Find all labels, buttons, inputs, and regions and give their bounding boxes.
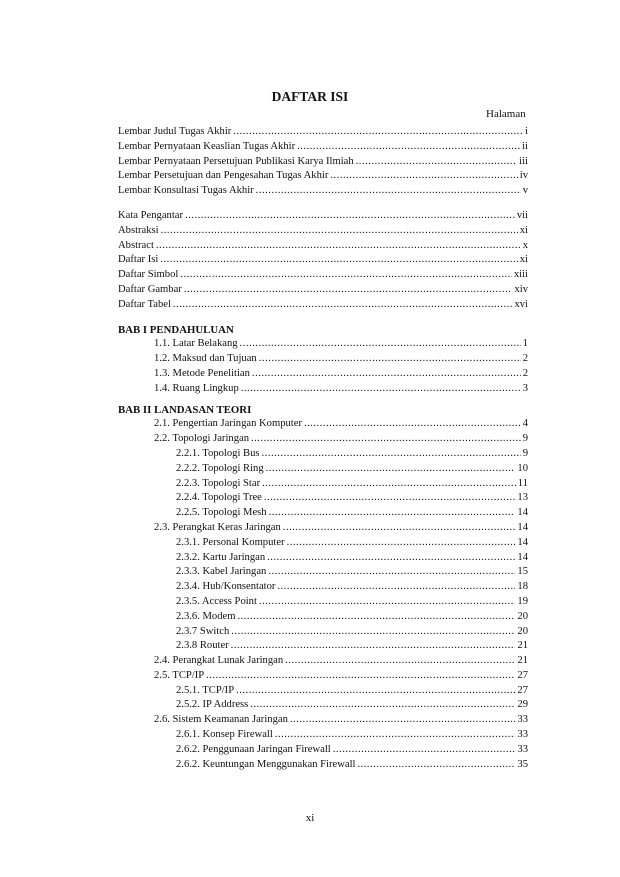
toc-entry-title: 2.4. Perangkat Lunak Jaringan <box>154 655 284 667</box>
toc-entry-page: 33 <box>517 743 528 755</box>
dot-leader <box>268 565 515 580</box>
toc-entry-page: 14 <box>517 551 528 563</box>
dot-leader <box>180 268 512 283</box>
toc-entry <box>0 169 620 184</box>
dot-leader <box>185 209 515 224</box>
toc-entry-title: Lembar Persetujuan dan Pengesahan Tugas Akhir <box>118 170 329 182</box>
dot-leader <box>287 536 516 551</box>
toc-entry-title: 2.5.1. TCP/IP <box>176 684 235 696</box>
toc-entry-title: 2.2.2. Topologi Ring <box>176 462 264 474</box>
toc-entry <box>0 639 620 654</box>
toc-entry-page: 14 <box>517 521 528 533</box>
toc-entry-page: 18 <box>517 581 528 593</box>
toc-entry-title: Lembar Pernyataan Keaslian Tugas Akhir <box>118 140 296 152</box>
dot-leader <box>333 743 516 758</box>
dot-leader <box>262 477 516 492</box>
toc-entry <box>0 551 620 566</box>
dot-leader <box>240 337 521 352</box>
dot-leader <box>330 169 517 184</box>
toc-entry <box>0 462 620 477</box>
bab1-items <box>0 337 620 396</box>
dot-leader <box>259 595 515 610</box>
toc-entry-page: 3 <box>522 382 528 394</box>
toc-entry <box>0 447 620 462</box>
dot-leader <box>275 728 516 743</box>
bab2-heading: BAB II LANDASAN TEORI <box>118 403 252 416</box>
toc-entry-title: 2.3.8 Router <box>176 640 229 652</box>
toc-entry-title: 2.1. Pengertian Jaringan Komputer <box>154 418 302 430</box>
dot-leader <box>259 352 521 367</box>
toc-entry <box>0 367 620 382</box>
dot-leader <box>285 654 515 669</box>
dot-leader <box>231 639 516 654</box>
toc-entry-page: 9 <box>522 433 528 445</box>
dot-leader <box>161 224 518 239</box>
front-matter-group-a <box>0 125 620 199</box>
toc-entry-title: 2.6.2. Keuntungan Menggunakan Firewall <box>176 758 356 770</box>
toc-entry-page: i <box>525 126 528 137</box>
toc-entry-title: 1.1. Latar Belakang <box>154 338 238 350</box>
toc-entry <box>0 491 620 506</box>
toc-entry-title: 2.2. Topologi Jaringan <box>154 433 249 445</box>
front-matter-group-b <box>0 209 620 313</box>
toc-entry-page: v <box>522 185 528 197</box>
dot-leader <box>250 698 515 713</box>
dot-leader <box>357 758 515 773</box>
toc-entry <box>0 337 620 352</box>
toc-entry-page: xi <box>519 224 528 236</box>
toc-entry <box>0 625 620 640</box>
toc-entry-page: 33 <box>517 729 528 741</box>
toc-entry <box>0 224 620 239</box>
toc-entry-title: 2.3.5. Access Point <box>176 595 257 607</box>
toc-entry <box>0 382 620 397</box>
toc-entry-page: 13 <box>517 492 528 504</box>
toc-entry-title: 2.3. Perangkat Keras Jaringan <box>154 521 281 533</box>
dot-leader <box>290 713 516 728</box>
page-title: DAFTAR ISI <box>271 89 349 104</box>
toc-entry-page: iii <box>519 155 528 167</box>
toc-entry <box>0 728 620 743</box>
toc-entry <box>0 758 620 773</box>
dot-leader <box>156 239 521 254</box>
toc-entry-page: 15 <box>517 566 528 578</box>
toc-entry-page: 14 <box>517 536 528 548</box>
dot-leader <box>277 580 515 595</box>
toc-entry-page: 21 <box>517 640 528 652</box>
toc-entry-title: 1.2. Maksud dan Tujuan <box>154 353 257 365</box>
toc-entry-title: Lembar Judul Tugas Akhir <box>118 126 232 137</box>
toc-entry-page: 1 <box>522 338 528 350</box>
toc-entry-title: 2.3.7 Switch <box>176 625 230 637</box>
toc-entry <box>0 536 620 551</box>
dot-leader <box>206 669 515 684</box>
toc-entry <box>0 268 620 283</box>
toc-entry-page: 29 <box>517 699 528 711</box>
toc-entry-page: vii <box>516 209 528 221</box>
toc-entry-title: 2.6.2. Penggunaan Jaringan Firewall <box>176 743 331 755</box>
dot-leader <box>160 253 517 268</box>
toc-entry <box>0 155 620 170</box>
toc-entry-title: 2.5. TCP/IP <box>154 669 205 681</box>
bab2-items <box>0 417 620 772</box>
toc-entry-title: 2.6.1. Konsep Firewall <box>176 729 273 741</box>
toc-entry <box>0 580 620 595</box>
toc-entry-title: 2.5.2. IP Address <box>176 699 249 711</box>
toc-entry-title: Lembar Konsultasi Tugas Akhir <box>118 185 254 197</box>
toc-entry <box>0 698 620 713</box>
dot-leader <box>233 125 523 140</box>
toc-entry-page: 20 <box>517 625 528 637</box>
table-of-contents <box>0 125 620 772</box>
toc-entry <box>0 432 620 447</box>
toc-entry-page: 4 <box>522 418 528 430</box>
dot-leader <box>231 625 515 640</box>
toc-entry-title: 1.4. Ruang Lingkup <box>154 382 239 394</box>
dot-leader <box>252 367 521 382</box>
toc-entry-page: xi <box>519 254 528 266</box>
dot-leader <box>269 506 516 521</box>
toc-entry-page: ii <box>522 140 528 152</box>
toc-entry-page: xiv <box>514 283 528 295</box>
dot-leader <box>283 521 516 536</box>
toc-entry <box>0 654 620 669</box>
dot-leader <box>267 551 515 566</box>
toc-entry-page: xiii <box>513 269 528 281</box>
dot-leader <box>266 462 516 477</box>
dot-leader <box>236 684 515 699</box>
toc-entry <box>0 477 620 492</box>
toc-entry-title: 2.3.6. Modem <box>176 610 236 622</box>
toc-entry <box>0 125 620 140</box>
toc-entry-title: 2.2.1. Topologi Bus <box>176 447 260 459</box>
toc-entry-page: iv <box>519 170 528 182</box>
toc-entry-title: 2.3.2. Kartu Jaringan <box>176 551 266 563</box>
toc-entry <box>0 209 620 224</box>
toc-entry <box>0 253 620 268</box>
toc-entry-title: 2.3.1. Personal Komputer <box>176 536 285 548</box>
toc-entry <box>0 743 620 758</box>
toc-entry <box>0 239 620 254</box>
toc-entry-page: 14 <box>517 507 528 519</box>
toc-entry-page: 33 <box>517 714 528 726</box>
toc-entry-page: 2 <box>522 353 528 365</box>
toc-entry <box>0 184 620 199</box>
toc-entry-title: Daftar Gambar <box>118 283 182 295</box>
toc-entry-page: xvi <box>514 298 528 310</box>
toc-entry-title: 2.3.4. Hub/Konsentator <box>176 581 276 593</box>
toc-entry <box>0 506 620 521</box>
halaman-label: Halaman <box>486 108 526 120</box>
toc-entry-title: Daftar Simbol <box>118 269 179 281</box>
toc-entry-title: Kata Pengantar <box>118 209 184 221</box>
toc-entry-page: 27 <box>517 684 528 696</box>
toc-entry-page: x <box>522 239 528 251</box>
toc-entry <box>0 565 620 580</box>
toc-entry-page: 35 <box>517 758 528 770</box>
toc-entry <box>0 417 620 432</box>
toc-entry-page: 20 <box>517 610 528 622</box>
dot-leader <box>262 447 521 462</box>
toc-entry <box>0 521 620 536</box>
toc-entry-title: 1.3. Metode Penelitian <box>154 367 250 379</box>
toc-entry-page: 19 <box>517 595 528 607</box>
toc-entry-page: 21 <box>517 655 528 667</box>
toc-entry-title: 2.2.3. Topologi Star <box>176 477 261 489</box>
toc-entry <box>0 610 620 625</box>
toc-entry <box>0 140 620 155</box>
dot-leader <box>184 283 513 298</box>
toc-entry <box>0 283 620 298</box>
toc-entry-page: 10 <box>517 462 528 474</box>
toc-entry-title: Lembar Pernyataan Persetujuan Publikasi Karya Ilmiah <box>118 155 354 167</box>
toc-entry-page: 27 <box>517 669 528 681</box>
dot-leader <box>237 610 515 625</box>
dot-leader <box>297 140 520 155</box>
toc-entry <box>0 595 620 610</box>
toc-entry-title: 2.3.3. Kabel Jaringan <box>176 566 267 578</box>
toc-entry-title: 2.2.4. Topologi Tree <box>176 492 262 504</box>
toc-entry <box>0 298 620 313</box>
dot-leader <box>264 491 516 506</box>
toc-entry <box>0 669 620 684</box>
bab1-heading: BAB I PENDAHULUAN <box>118 323 234 336</box>
toc-entry-page: 11 <box>517 477 528 489</box>
toc-entry-title: Abstract <box>118 239 154 251</box>
toc-entry-title: Daftar Isi <box>118 254 159 266</box>
toc-entry-title: Daftar Tabel <box>118 298 171 310</box>
dot-leader <box>241 382 521 397</box>
toc-entry <box>0 684 620 699</box>
toc-entry-page: 9 <box>522 447 528 459</box>
toc-entry-page: 2 <box>522 367 528 379</box>
toc-entry-title: 2.2.5. Topologi Mesh <box>176 507 267 519</box>
page-number: xi <box>305 812 315 824</box>
dot-leader <box>251 432 521 447</box>
toc-entry <box>0 713 620 728</box>
toc-entry-title: 2.6. Sistem Keamanan Jaringan <box>154 714 288 726</box>
dot-leader <box>173 298 513 313</box>
dot-leader <box>356 155 518 170</box>
toc-entry <box>0 352 620 367</box>
toc-entry-title: Abstraksi <box>118 224 159 236</box>
dot-leader <box>256 184 521 199</box>
dot-leader <box>304 417 521 432</box>
